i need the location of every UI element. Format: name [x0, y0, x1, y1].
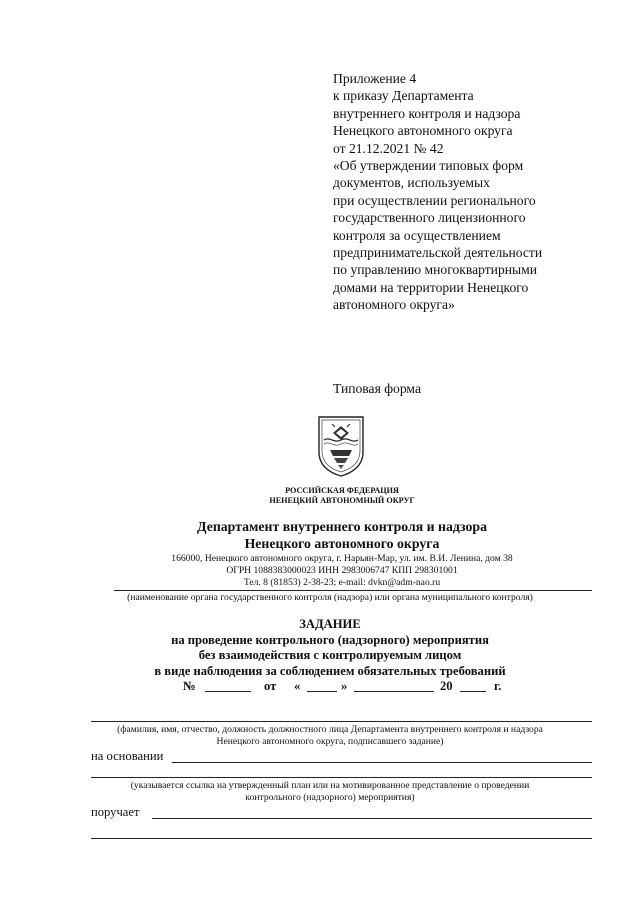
- department-contacts: [0, 553, 640, 589]
- appendix-line: документов, используемых: [333, 175, 490, 191]
- address-line: 166000, Ненецкого автономного округа, г. Нарьян-Мар, ул. им. В.И. Ленина, дом 38: [171, 553, 513, 564]
- from-label: от: [264, 679, 277, 693]
- appendix-line: контроля за осуществлением: [333, 227, 501, 243]
- organ-caption: (наименование органа государственного контроля (надзора) или органа муниципального контроля): [127, 592, 533, 603]
- official-field[interactable]: [91, 721, 592, 722]
- task-title: ЗАДАНИЕ: [299, 617, 361, 631]
- department-line: Департамент внутреннего контроля и надзора: [197, 519, 487, 534]
- contacts-line: Тел. 8 (81853) 2-38-23; e-mail: dvkn@adm-nao.ru: [243, 577, 441, 588]
- department-name: [0, 518, 640, 552]
- header-divider: [114, 590, 592, 591]
- quote-close: »: [341, 679, 348, 693]
- caption-line: Ненецкого автономного округа, подписавшего задание): [216, 736, 444, 748]
- appendix-line: домами на территории Ненецкого: [333, 279, 529, 295]
- form-type-label: Типовая форма: [333, 381, 421, 396]
- federation-header: [0, 486, 640, 506]
- assigns-label: поручает: [91, 805, 140, 819]
- caption-line: (указывается ссылка на утвержденный план или на мотивированное представление о проведении: [130, 780, 530, 791]
- year-suffix: г.: [494, 679, 502, 693]
- caption-line: (фамилия, имя, отчество, должность должностного лица Департамента внутреннего контроля и надзора: [117, 724, 543, 735]
- appendix-line: предпринимательской деятельности: [333, 245, 543, 261]
- basis-label: на основании: [91, 749, 164, 763]
- quote-open: «: [294, 679, 301, 693]
- appendix-line: внутреннего контроля и надзора: [333, 105, 521, 121]
- basis-caption: [0, 780, 640, 804]
- year-prefix: 20: [440, 679, 453, 693]
- appendix-line: Ненецкого автономного округа: [333, 123, 513, 139]
- task-heading: [0, 617, 640, 679]
- ogrn-line: ОГРН 1088383000023 ИНН 2983006747 КПП 298301001: [226, 565, 458, 576]
- year-field[interactable]: [460, 691, 486, 692]
- appendix-line: по управлению многоквартирными: [333, 262, 538, 278]
- appendix-line: автономного округа»: [333, 297, 455, 313]
- caption-line: контрольного (надзорного) мероприятия): [245, 792, 415, 804]
- appendix-line: к приказу Департамента: [333, 88, 474, 104]
- number-field[interactable]: [205, 691, 251, 692]
- basis-field-continued[interactable]: [91, 777, 592, 778]
- official-caption: [0, 724, 640, 748]
- appendix-line: при осуществлении регионального: [333, 192, 536, 208]
- appendix-block: [333, 70, 613, 314]
- appendix-line: «Об утверждении типовых форм: [333, 158, 524, 174]
- number-sign: №: [183, 679, 196, 693]
- appendix-line: от 21.12.2021 № 42: [333, 140, 444, 156]
- appendix-line: Приложение 4: [333, 71, 417, 86]
- assigns-field-continued[interactable]: [91, 838, 592, 839]
- department-line: Ненецкого автономного округа: [244, 536, 440, 551]
- day-field[interactable]: [307, 691, 337, 692]
- month-field[interactable]: [354, 691, 434, 692]
- federation-line: РОССИЙСКАЯ ФЕДЕРАЦИЯ: [285, 486, 399, 495]
- region-line: НЕНЕЦКИЙ АВТОНОМНЫЙ ОКРУГ: [269, 496, 415, 505]
- task-subtitle: без взаимодействия с контролируемым лицом: [198, 648, 462, 663]
- appendix-line: государственного лицензионного: [333, 210, 526, 226]
- task-subtitle: в виде наблюдения за соблюдением обязательных требований: [154, 663, 506, 678]
- task-subtitle: на проведение контрольного (надзорного) мероприятия: [171, 632, 489, 647]
- assigns-field[interactable]: [152, 818, 592, 819]
- coat-of-arms-icon: [316, 414, 366, 478]
- basis-field[interactable]: [172, 762, 592, 763]
